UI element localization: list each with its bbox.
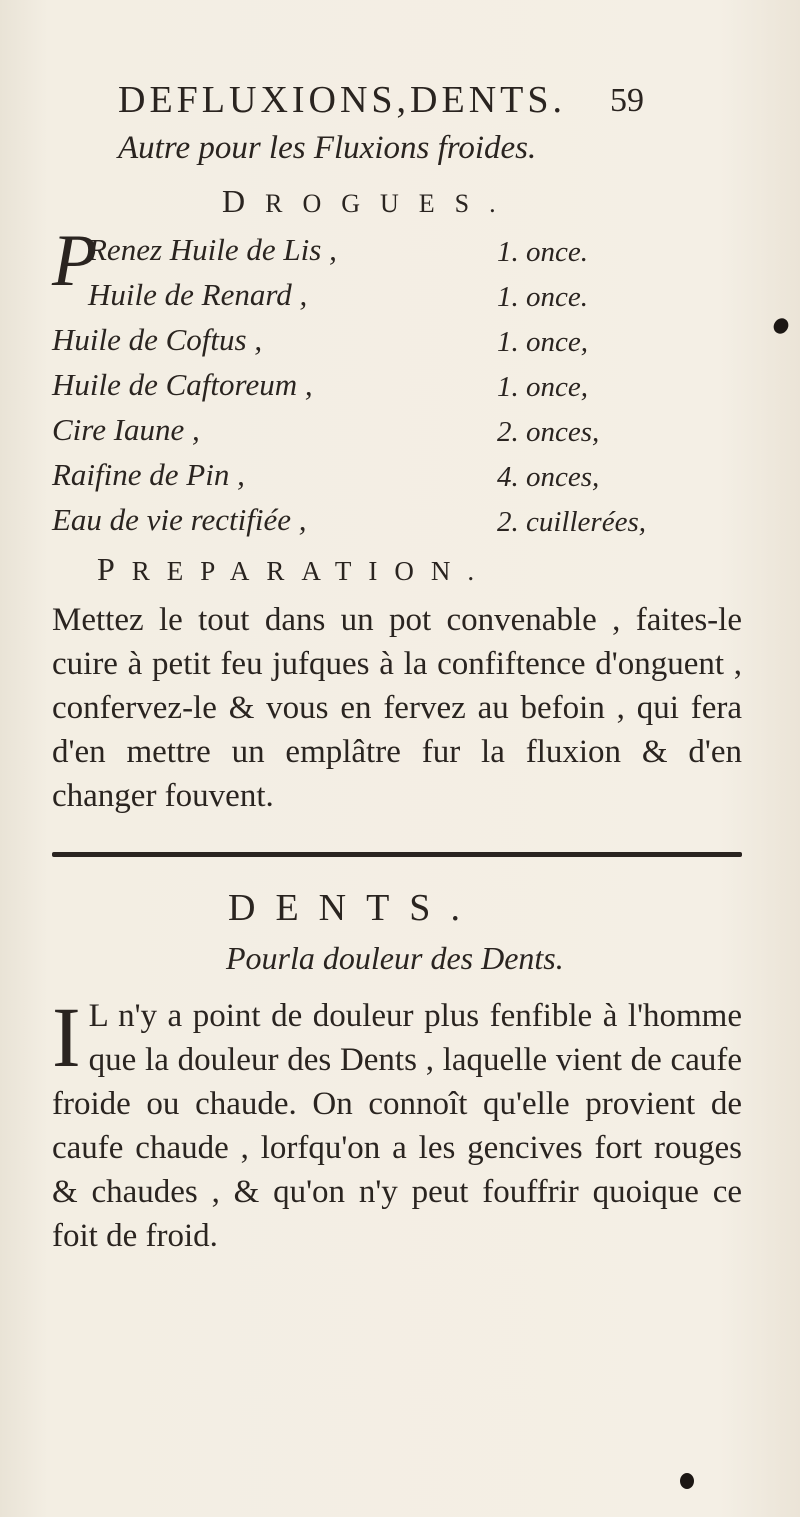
running-head-title: DEFLUXIONS,DENTS. <box>118 79 566 121</box>
ingredient-quantity: 4. onces, <box>497 461 600 493</box>
ingredient-quantity: 1. once. <box>497 236 588 268</box>
ingredient-quantity: 2. onces, <box>497 416 600 448</box>
section-divider <box>52 852 742 857</box>
ingredient-row <box>52 457 762 502</box>
ingredient-name: Huile de Renard , <box>88 277 308 312</box>
drogues-heading-initial: D <box>222 183 266 219</box>
preparation-heading-initial: P <box>97 551 132 587</box>
ingredient-row <box>52 412 762 457</box>
ink-spot <box>771 315 792 336</box>
dents-heading: DENTS. <box>228 887 480 929</box>
ingredient-name: Renez Huile de Lis , <box>88 232 337 267</box>
running-head <box>0 78 800 128</box>
dents-paragraph <box>52 989 742 1258</box>
page-number: 59 <box>610 82 644 119</box>
ingredient-quantity: 1. once, <box>497 371 588 403</box>
dents-subtitle: Pourla douleur des Dents. <box>226 940 564 976</box>
preparation-heading <box>97 551 491 588</box>
ingredient-row <box>52 367 762 412</box>
ingredient-name: Huile de Coftus , <box>52 322 263 357</box>
preparation-heading-rest: REPARATION. <box>131 556 492 586</box>
drop-cap-i: I <box>52 989 81 1085</box>
preparation-paragraph: Mettez le tout dans un pot convenable , faites-le cuire à petit feu jufques à la confiftence d'onguent , confervez-le & vous en fervez au befoin , qui fera d'en mettre un emplâtre fur la fluxion & d'en changer fouvent. <box>52 602 742 814</box>
ingredient-name: Eau de vie rectifiée , <box>52 502 307 537</box>
ingredient-row <box>52 277 762 322</box>
ingredient-name: Raifine de Pin , <box>52 457 245 492</box>
drogues-heading-rest: ROGUES. <box>265 189 516 218</box>
ingredient-row <box>52 322 762 367</box>
ingredient-list <box>52 220 762 547</box>
recipe-title: Autre pour les Fluxions froides. <box>118 130 537 166</box>
ingredient-name: Cire Iaune , <box>52 412 200 447</box>
ingredient-quantity: 2. cuillerées, <box>497 506 646 538</box>
ink-spot <box>680 1473 694 1489</box>
ingredient-quantity: 1. once, <box>497 326 588 358</box>
dents-paragraph-text: L n'y a point de douleur plus fenfible à l'homme que la douleur des Dents , laquelle vient de caufe froide ou chaude. On connoît qu'elle provient de caufe chaude , lorfqu'on a les gencives fort rouges & chaudes , & qu'on n'y peut fouffrir quoique ce foit de froid. <box>52 998 742 1254</box>
ingredient-quantity: 1. once. <box>497 281 588 313</box>
ingredient-name: Huile de Caftoreum , <box>52 367 313 402</box>
drogues-heading <box>222 183 516 220</box>
drop-cap-p: P <box>52 220 98 302</box>
ingredient-row <box>52 502 762 547</box>
